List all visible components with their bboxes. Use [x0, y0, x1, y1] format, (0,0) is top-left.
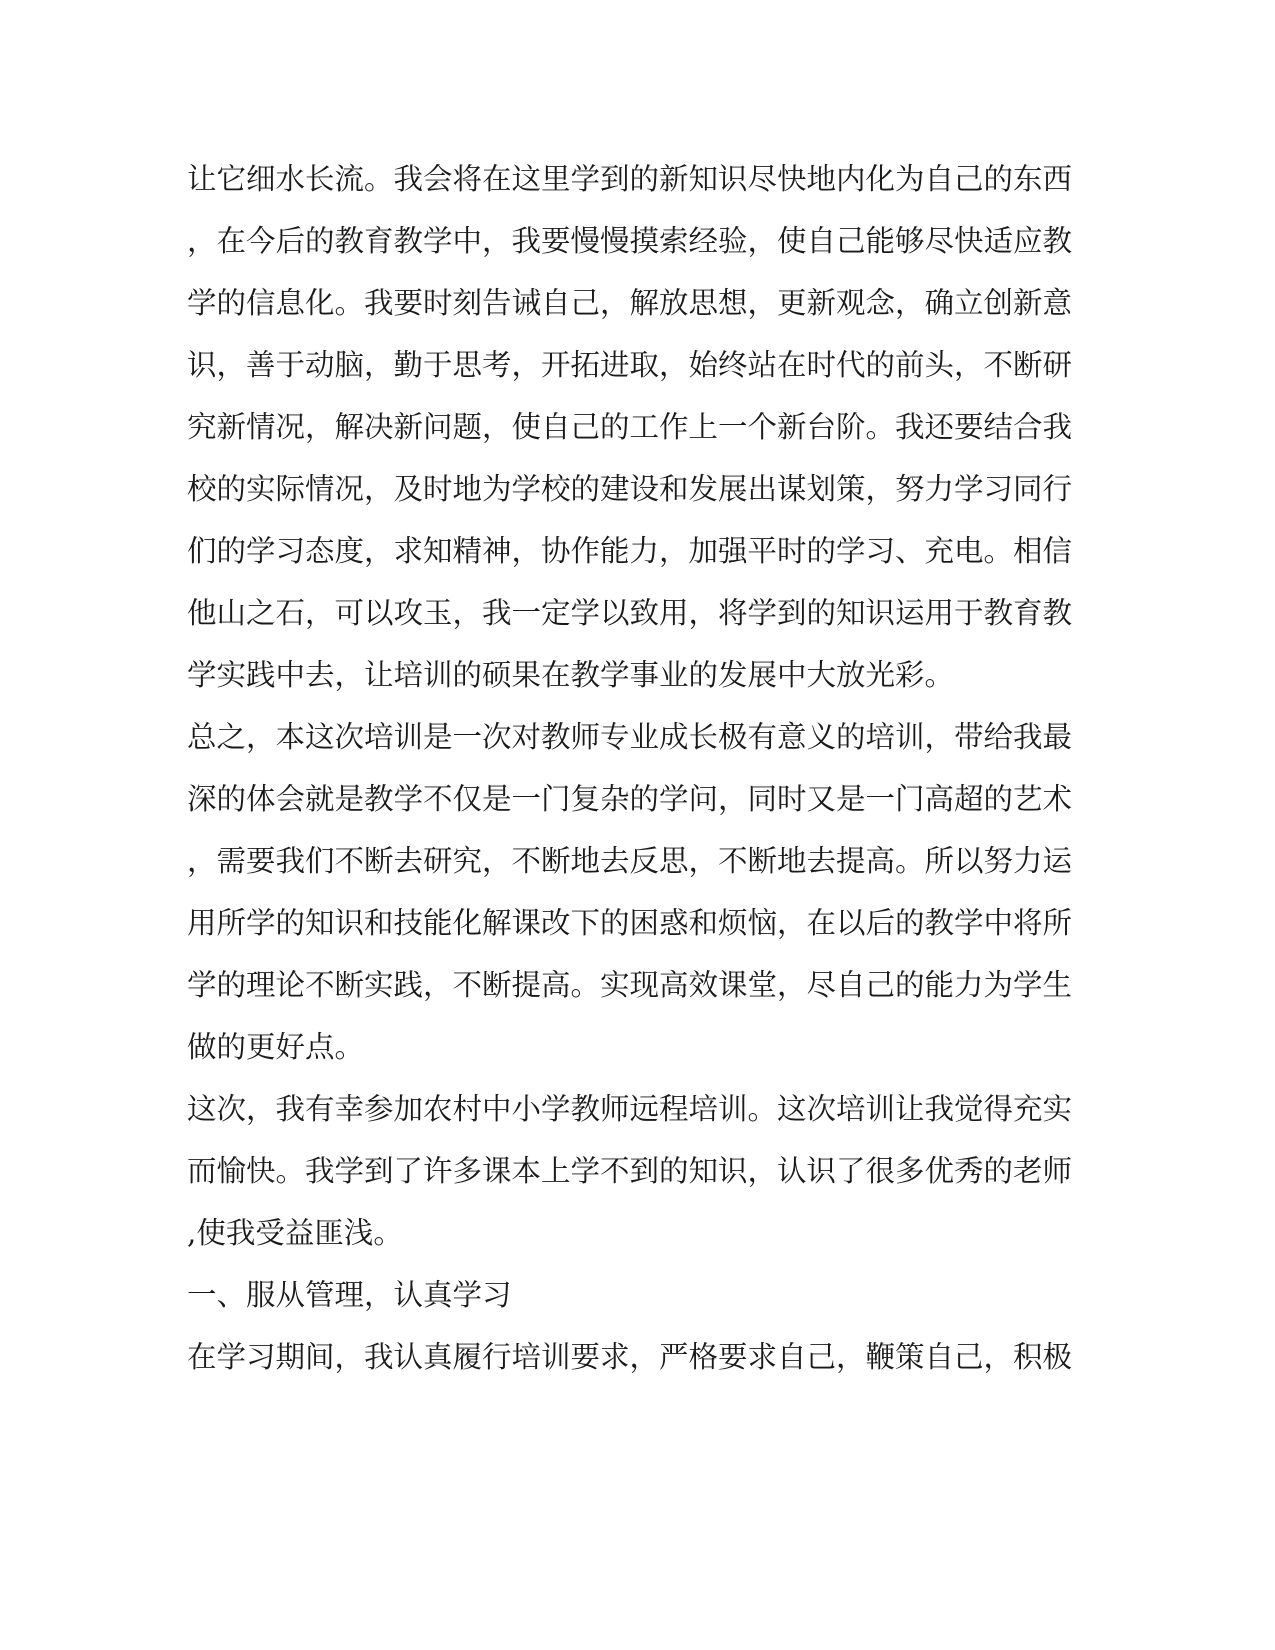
text-line: 识，善于动脑，勤于思考，开拓进取，始终站在时代的前头，不断研: [187, 348, 1073, 382]
text-line: 深的体会就是教学不仅是一门复杂的学问，同时又是一门高超的艺术: [187, 782, 1073, 816]
text-line: 总之，本这次培训是一次对教师专业成长极有意义的培训，带给我最: [187, 720, 1073, 754]
text-line: 这次，我有幸参加农村中小学教师远程培训。这次培训让我觉得充实: [187, 1092, 1073, 1126]
text-line: ，需要我们不断去研究，不断地去反思，不断地去提高。所以努力运: [187, 844, 1073, 878]
text-line: 做的更好点。: [187, 1030, 365, 1064]
section-heading: 一、服从管理，认真学习: [187, 1278, 512, 1312]
text-line: ，在今后的教育教学中，我要慢慢摸索经验，使自己能够尽快适应教: [187, 224, 1073, 258]
text-line: 而愉快。我学到了许多课本上学不到的知识，认识了很多优秀的老师: [187, 1154, 1073, 1188]
text-line: 学的理论不断实践，不断提高。实现高效课堂，尽自己的能力为学生: [187, 968, 1073, 1002]
text-line: 究新情况，解决新问题，使自己的工作上一个新台阶。我还要结合我: [187, 410, 1073, 444]
body-text: [187, 148, 1073, 1388]
text-line: 用所学的知识和技能化解课改下的困惑和烦恼，在以后的教学中将所: [187, 906, 1073, 940]
text-line: ,使我受益匪浅。: [187, 1216, 403, 1250]
text-line: 让它细水长流。我会将在这里学到的新知识尽快地内化为自己的东西: [187, 162, 1073, 196]
text-line: 他山之石，可以攻玉，我一定学以致用，将学到的知识运用于教育教: [187, 596, 1073, 630]
text-line: 在学习期间，我认真履行培训要求，严格要求自己，鞭策自己，积极: [187, 1340, 1073, 1374]
text-line: 们的学习态度，求知精神，协作能力，加强平时的学习、充电。相信: [187, 534, 1073, 568]
text-line: 校的实际情况，及时地为学校的建设和发展出谋划策，努力学习同行: [187, 472, 1073, 506]
text-line: 学的信息化。我要时刻告诫自己，解放思想，更新观念，确立创新意: [187, 286, 1073, 320]
text-line: 学实践中去，让培训的硕果在教学事业的发展中大放光彩。: [187, 658, 955, 692]
